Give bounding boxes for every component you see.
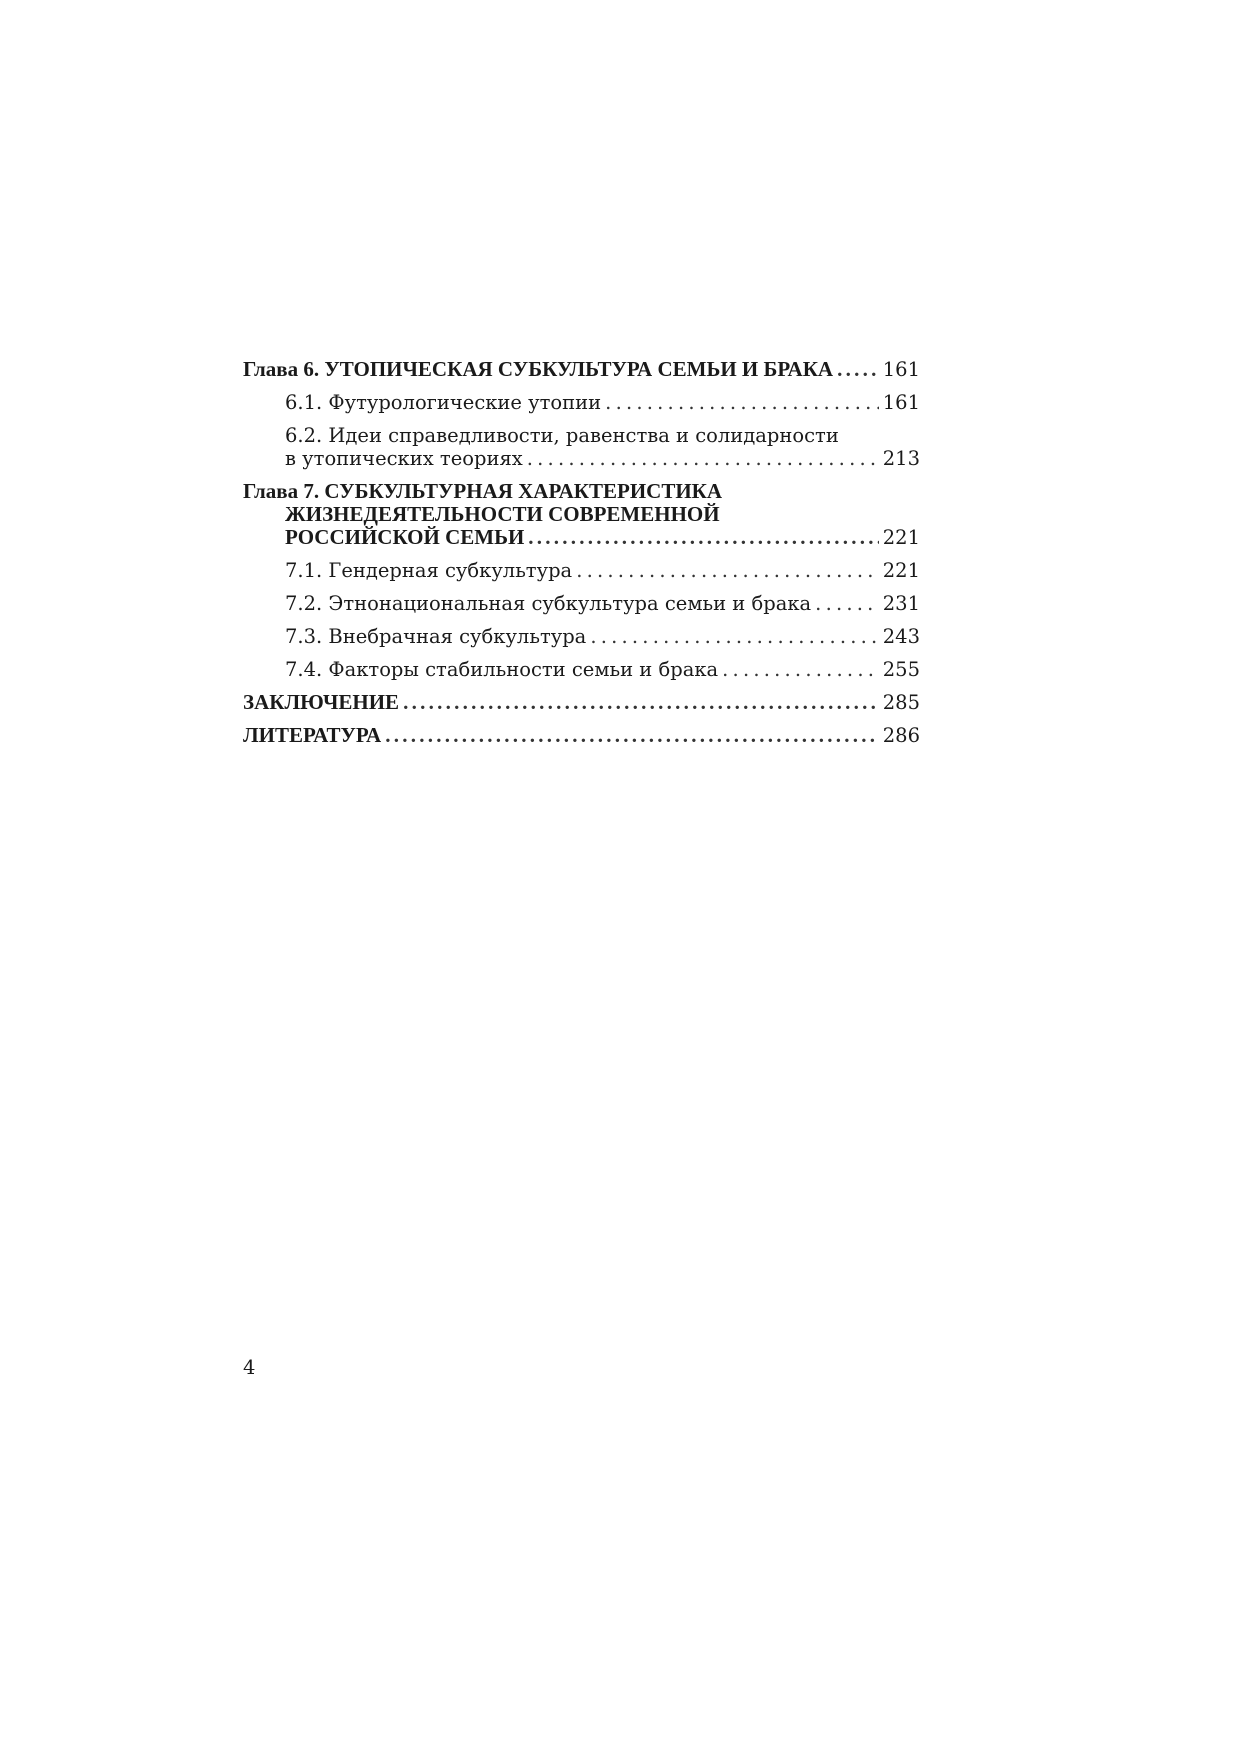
dot-leader [590, 625, 878, 648]
toc-entry-title-line: РОССИЙСКОЙ СЕМЬИ [285, 525, 525, 549]
toc-entry-title-line: ЖИЗНЕДЕЯТЕЛЬНОСТИ СОВРЕМЕННОЙ [285, 502, 720, 526]
toc-entry-6-2[interactable] [243, 424, 920, 470]
toc-entry-page: 243 [882, 625, 920, 648]
toc-entry-title-line: 6.2. Идеи справедливости, равенства и солидарности [285, 424, 839, 447]
toc-entry-title: 7.2. Этнонациональная субкультура семьи и брака [285, 592, 812, 615]
toc-entry-title: 7.1. Гендерная субкультура [285, 559, 573, 582]
toc-entry-7-4[interactable] [243, 658, 920, 681]
toc-entry-title: ЛИТЕРАТУРА [243, 723, 382, 747]
toc-entry-chapter-7[interactable] [243, 480, 920, 549]
page-number: 4 [243, 1356, 256, 1379]
dot-leader [837, 358, 879, 381]
toc-entry-page: 221 [882, 526, 920, 549]
dot-leader [403, 691, 879, 714]
toc-entry-literature[interactable] [243, 724, 920, 747]
toc-entry-7-3[interactable] [243, 625, 920, 648]
toc-entry-7-1[interactable] [243, 559, 920, 582]
dot-leader [605, 391, 879, 414]
toc-entry-page: 231 [882, 592, 920, 615]
toc-entry-title: 7.3. Внебрачная субкультура [285, 625, 587, 648]
toc-entry-page: 286 [882, 724, 920, 747]
toc-entry-title: 7.4. Факторы стабильности семьи и брака [285, 658, 719, 681]
dot-leader [527, 447, 879, 470]
toc-entry-page: 221 [882, 559, 920, 582]
toc-entry-6-1[interactable] [243, 391, 920, 414]
toc-entry-title: Глава 6. УТОПИЧЕСКАЯ СУБКУЛЬТУРА СЕМЬИ И БРАКА [243, 357, 834, 381]
toc-entry-page: 255 [882, 658, 920, 681]
toc-entry-title-line: Глава 7. СУБКУЛЬТУРНАЯ ХАРАКТЕРИСТИКА [243, 479, 723, 503]
toc-entry-page: 213 [882, 447, 920, 470]
dot-leader [722, 658, 879, 681]
dot-leader [815, 592, 879, 615]
dot-leader [528, 526, 878, 549]
table-of-contents [243, 358, 920, 747]
toc-entry-conclusion[interactable] [243, 691, 920, 714]
toc-entry-title: 6.1. Футурологические утопии [285, 391, 602, 414]
toc-entry-7-2[interactable] [243, 592, 920, 615]
toc-entry-page: 285 [882, 691, 920, 714]
dot-leader [385, 724, 879, 747]
toc-entry-title: ЗАКЛЮЧЕНИЕ [243, 690, 400, 714]
toc-entry-chapter-6[interactable] [243, 358, 920, 381]
toc-entry-title-line: в утопических теориях [285, 447, 523, 470]
toc-entry-page: 161 [882, 391, 920, 414]
toc-entry-page: 161 [882, 358, 920, 381]
dot-leader [576, 559, 879, 582]
